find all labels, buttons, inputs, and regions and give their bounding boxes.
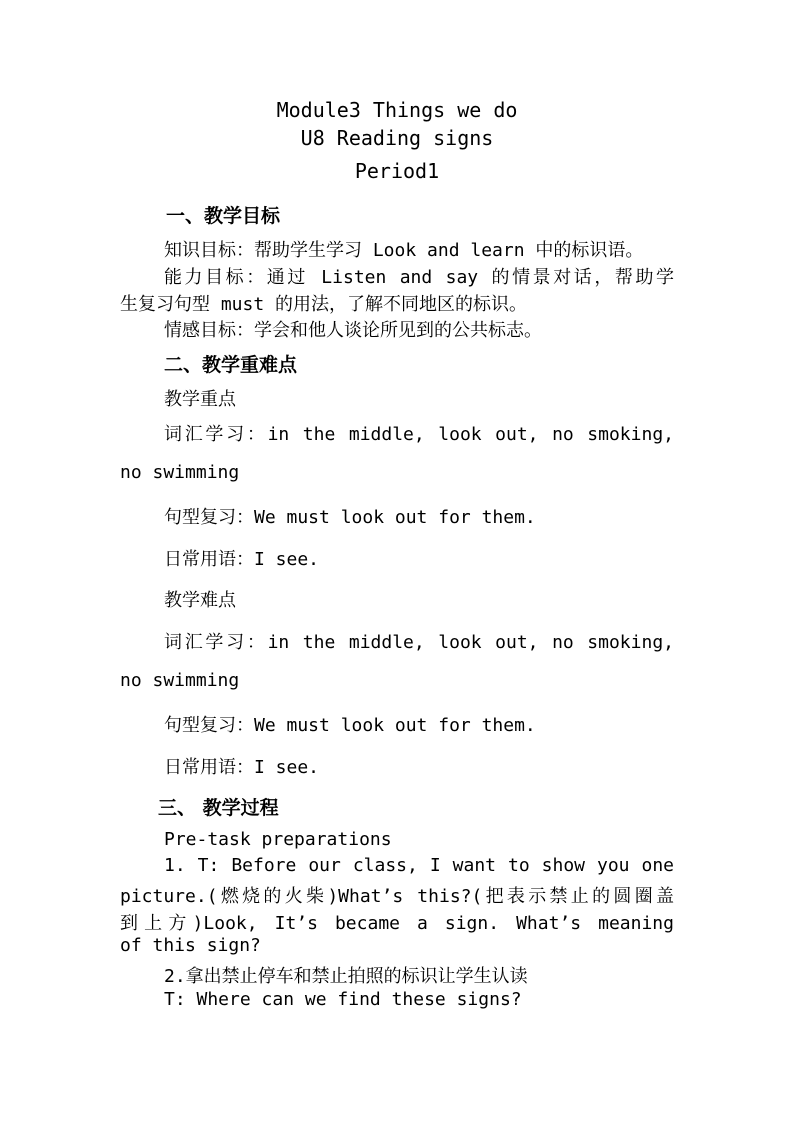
period-title: Period1	[354, 159, 440, 183]
section-heading-process: 三、 教学过程	[158, 797, 279, 819]
step1-line1: 1. T: Before our class, I want to show you one	[164, 855, 674, 876]
ability-objective-line2: 生复习句型 must 的用法，了解不同地区的标识。	[120, 294, 528, 315]
pre-task-subheading: Pre-task preparations	[164, 829, 392, 850]
difficult-sentence-pattern: 句型复习：We must look out for them.	[164, 715, 536, 736]
step1-line3: 到上方)Look, It’s became a sign. What’s meaning	[120, 913, 674, 934]
ability-objective-line1: 能力目标：通过 Listen and say 的情景对话，帮助学	[164, 267, 674, 288]
difficult-points-label: 教学难点	[164, 590, 236, 611]
key-vocabulary-line2: no swimming	[120, 462, 240, 483]
difficult-vocabulary-line2: no swimming	[120, 670, 240, 691]
step1-line4: of this sign?	[120, 935, 261, 956]
document-title: Module3 Things we do	[276, 98, 518, 122]
key-sentence-pattern: 句型复习：We must look out for them.	[164, 507, 536, 528]
step2: 2.拿出禁止停车和禁止拍照的标识让学生认读	[164, 966, 528, 987]
unit-title: U8 Reading signs	[300, 126, 494, 150]
emotion-objective: 情感目标：学会和他人谈论所见到的公共标志。	[164, 320, 542, 341]
difficult-daily-expression: 日常用语：I see.	[164, 757, 320, 778]
section-heading-key-points: 二、教学重难点	[164, 354, 298, 376]
key-vocabulary-line1: 词汇学习：in the middle, look out, no smoking,	[164, 424, 674, 445]
key-daily-expression: 日常用语：I see.	[164, 549, 320, 570]
section-heading-objectives: 一、教学目标	[166, 205, 281, 227]
step1-line2: picture.(燃烧的火柴)What’s this?(把表示禁止的圆圈盖	[120, 886, 674, 907]
teacher-question: T: Where can we find these signs?	[164, 989, 522, 1010]
knowledge-objective: 知识目标：帮助学生学习 Look and learn 中的标识语。	[164, 240, 644, 261]
difficult-vocabulary-line1: 词汇学习：in the middle, look out, no smoking,	[164, 632, 674, 653]
key-points-label: 教学重点	[164, 389, 236, 410]
